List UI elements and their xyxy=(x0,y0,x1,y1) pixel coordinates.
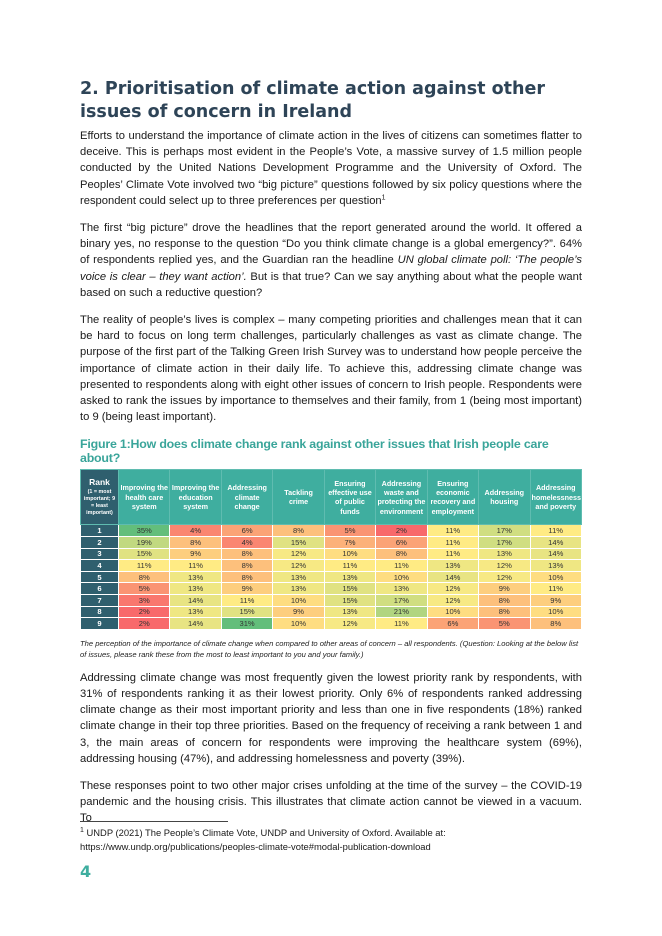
column-header: Tackling crime xyxy=(273,470,324,525)
heatmap-cell: 13% xyxy=(273,583,324,595)
heatmap-cell: 10% xyxy=(530,571,582,583)
column-header: Addressing waste and protecting the environment xyxy=(376,470,427,525)
heatmap-cell: 15% xyxy=(119,548,170,560)
rank-cell: 7 xyxy=(81,595,119,607)
heatmap-cell: 2% xyxy=(119,606,170,618)
rank-cell: 1 xyxy=(81,525,119,537)
paragraph-intro xyxy=(80,128,582,209)
heatmap-cell: 9% xyxy=(221,583,272,595)
section-heading: 2. Prioritisation of climate action against other issues of concern in Ireland xyxy=(80,79,545,122)
rank-heatmap-table xyxy=(80,469,582,629)
table-header-row xyxy=(81,470,582,525)
table-row xyxy=(81,525,582,537)
heatmap-cell: 11% xyxy=(530,583,582,595)
footnote-url[interactable]: https://www.undp.org/publications/peoples-climate-vote#modal-publication-download xyxy=(80,841,431,852)
table-row xyxy=(81,606,582,618)
heatmap-cell: 10% xyxy=(427,606,478,618)
heatmap-cell: 17% xyxy=(376,595,427,607)
heatmap-cell: 2% xyxy=(119,618,170,630)
heatmap-cell: 8% xyxy=(221,560,272,572)
paragraph-findings: Addressing climate change was most frequently given the lowest priority rank by respondents, with 31% of respondents ranking it as their lowest priority. Only 6% of respondents ranked addressing climate change as their most important priority and less than one in five respondents (18%) ranked climate change in their top three priorities. Based on the frequency of receiving a rank between 1 and 3, the main areas of concern for respondents were improving the healthcare system (69%), addressing housing (47%), and addressing homelessness and poverty (39%). xyxy=(80,671,582,765)
heatmap-cell: 10% xyxy=(273,595,324,607)
heatmap-cell: 14% xyxy=(530,548,582,560)
heatmap-cell: 14% xyxy=(170,595,221,607)
heatmap-cell: 3% xyxy=(119,595,170,607)
table-row xyxy=(81,595,582,607)
rank-cell: 3 xyxy=(81,548,119,560)
heatmap-cell: 12% xyxy=(427,583,478,595)
heatmap-cell: 9% xyxy=(479,583,530,595)
heatmap-cell: 8% xyxy=(479,595,530,607)
heatmap-cell: 8% xyxy=(170,537,221,549)
column-header: Improving the health care system xyxy=(119,470,170,525)
column-header: Ensuring effective use of public funds xyxy=(324,470,375,525)
heatmap-cell: 11% xyxy=(376,560,427,572)
heatmap-cell: 12% xyxy=(479,571,530,583)
heatmap-cell: 13% xyxy=(170,571,221,583)
heatmap-cell: 14% xyxy=(427,571,478,583)
heatmap-cell: 13% xyxy=(324,606,375,618)
paragraph-big-picture xyxy=(80,220,582,301)
heatmap-cell: 5% xyxy=(119,583,170,595)
page-number: 4 xyxy=(80,862,92,881)
heatmap-cell: 15% xyxy=(221,606,272,618)
heatmap-cell: 14% xyxy=(170,618,221,630)
column-header: Addressing homelessness and poverty xyxy=(530,470,582,525)
heatmap-cell: 5% xyxy=(324,525,375,537)
heatmap-cell: 12% xyxy=(273,548,324,560)
heatmap-cell: 11% xyxy=(427,548,478,560)
footnote-text: UNDP (2021) The People’s Climate Vote, UNDP and University of Oxford. Available at: xyxy=(83,827,446,838)
column-header: Improving the education system xyxy=(170,470,221,525)
figure-title: Figure 1:How does climate change rank against other issues that Irish people care about? xyxy=(80,437,549,466)
paragraph-big-picture-text: The first “big picture” drove the headlines that the report generated around the world. It offered a binary yes, no response to the question “Do you think climate change is a global emergency?”. 64% of respondents replied yes, and the Guardian ran the headline xyxy=(80,222,582,267)
rank-cell: 4 xyxy=(81,560,119,572)
paragraph-intro-text: Efforts to understand the importance of climate action in the lives of citizens can sometimes flatter to deceive. This is perhaps most evident in the People’s Vote, a massive survey of 1.5 million people conducted by the United Nations Development Programme and the University of Oxford. The Peoples’ Climate Vote involved two “big picture” questions followed by six policy questions where the respondent could select up to three preferences per question xyxy=(80,130,582,207)
table-body xyxy=(81,525,582,629)
column-header: Ensuring economic recovery and employment xyxy=(427,470,478,525)
heatmap-cell: 2% xyxy=(376,525,427,537)
rank-cell: 9 xyxy=(81,618,119,630)
heatmap-cell: 13% xyxy=(170,583,221,595)
heatmap-cell: 15% xyxy=(273,537,324,549)
paragraph-crises: These responses point to two other major crises unfolding at the time of the survey – the COVID-19 pandemic and the housing crisis. This illustrates that climate action cannot be viewed in a vacuum. To xyxy=(80,780,582,825)
heatmap-cell: 19% xyxy=(119,537,170,549)
document-page xyxy=(80,78,582,838)
heatmap-cell: 11% xyxy=(376,618,427,630)
column-header: Addressing climate change xyxy=(221,470,272,525)
heatmap-cell: 12% xyxy=(427,595,478,607)
table-row xyxy=(81,583,582,595)
rank-cell: 6 xyxy=(81,583,119,595)
heatmap-cell: 13% xyxy=(273,571,324,583)
heatmap-cell: 9% xyxy=(170,548,221,560)
heatmap-cell: 31% xyxy=(221,618,272,630)
table-row xyxy=(81,560,582,572)
table-row xyxy=(81,571,582,583)
heatmap-cell: 11% xyxy=(221,595,272,607)
heatmap-cell: 17% xyxy=(479,537,530,549)
rank-cell: 2 xyxy=(81,537,119,549)
heatmap-cell: 12% xyxy=(273,560,324,572)
paragraph-big-picture-text-end: But is that true? Can we say anything about what the people want based on such a reductive question? xyxy=(80,270,582,299)
heatmap-cell: 10% xyxy=(273,618,324,630)
rank-header-sublabel: (1 = most important; 9 = least important) xyxy=(83,488,116,516)
heatmap-cell: 10% xyxy=(530,606,582,618)
rank-cell: 8 xyxy=(81,606,119,618)
heatmap-cell: 8% xyxy=(530,618,582,630)
heatmap-cell: 15% xyxy=(324,595,375,607)
heatmap-cell: 11% xyxy=(427,537,478,549)
heatmap-cell: 8% xyxy=(273,525,324,537)
heatmap-cell: 4% xyxy=(221,537,272,549)
heatmap-cell: 9% xyxy=(273,606,324,618)
heatmap-cell: 8% xyxy=(376,548,427,560)
footnote-divider xyxy=(80,821,228,822)
heatmap-cell: 11% xyxy=(530,525,582,537)
heatmap-cell: 11% xyxy=(427,525,478,537)
heatmap-cell: 5% xyxy=(479,618,530,630)
heatmap-cell: 4% xyxy=(170,525,221,537)
heatmap-cell: 6% xyxy=(221,525,272,537)
heatmap-cell: 13% xyxy=(170,606,221,618)
heatmap-cell: 10% xyxy=(376,571,427,583)
table-row xyxy=(81,548,582,560)
footnote xyxy=(80,826,582,854)
heatmap-cell: 8% xyxy=(221,571,272,583)
table-row xyxy=(81,537,582,549)
heatmap-cell: 13% xyxy=(427,560,478,572)
heatmap-cell: 13% xyxy=(324,571,375,583)
heatmap-cell: 17% xyxy=(479,525,530,537)
heatmap-cell: 11% xyxy=(324,560,375,572)
rank-cell: 5 xyxy=(81,571,119,583)
heatmap-cell: 14% xyxy=(530,537,582,549)
rank-header xyxy=(81,470,119,525)
guardian-headline: UN global climate poll: ‘The people’s voice is clear – they want action’. xyxy=(80,254,582,283)
figure-caption: The perception of the importance of climate change when compared to other areas of concern – all respondents. (Question: Looking at the below list of issues, please rank these from the most to least important to you and your family.) xyxy=(80,638,579,659)
heatmap-cell: 15% xyxy=(324,583,375,595)
footnote-number: 1 xyxy=(80,826,84,834)
heatmap-cell: 13% xyxy=(530,560,582,572)
column-header: Addressing housing xyxy=(479,470,530,525)
heatmap-cell: 6% xyxy=(427,618,478,630)
heatmap-cell: 7% xyxy=(324,537,375,549)
heatmap-cell: 11% xyxy=(119,560,170,572)
heatmap-cell: 8% xyxy=(479,606,530,618)
heatmap-cell: 12% xyxy=(479,560,530,572)
heatmap-cell: 11% xyxy=(170,560,221,572)
heatmap-cell: 8% xyxy=(221,548,272,560)
rank-header-label: Rank xyxy=(89,477,110,488)
heatmap-cell: 10% xyxy=(324,548,375,560)
heatmap-cell: 35% xyxy=(119,525,170,537)
table-row xyxy=(81,618,582,630)
heatmap-cell: 21% xyxy=(376,606,427,618)
footnote-citation xyxy=(80,826,582,840)
heatmap-cell: 13% xyxy=(479,548,530,560)
heatmap-cell: 9% xyxy=(530,595,582,607)
footnote-ref[interactable]: 1 xyxy=(381,194,386,202)
heatmap-cell: 8% xyxy=(119,571,170,583)
heatmap-cell: 6% xyxy=(376,537,427,549)
heatmap-cell: 12% xyxy=(324,618,375,630)
heatmap-cell: 13% xyxy=(376,583,427,595)
paragraph-survey-purpose: The reality of people’s lives is complex – many competing priorities and challenges mean that it can be hard to focus on long term challenges, particularly challenges as vast as climate change. The purpose of the first part of the Talking Green Irish Survey was to understand how people perceive the importance of climate action in their daily life. To achieve this, addressing climate change was presented to respondents along with eight other issues of concern to Irish people. Respondents were asked to rank the issues by importance to themselves and their family, from 1 (being most important) to 9 (being least important). xyxy=(80,314,582,424)
